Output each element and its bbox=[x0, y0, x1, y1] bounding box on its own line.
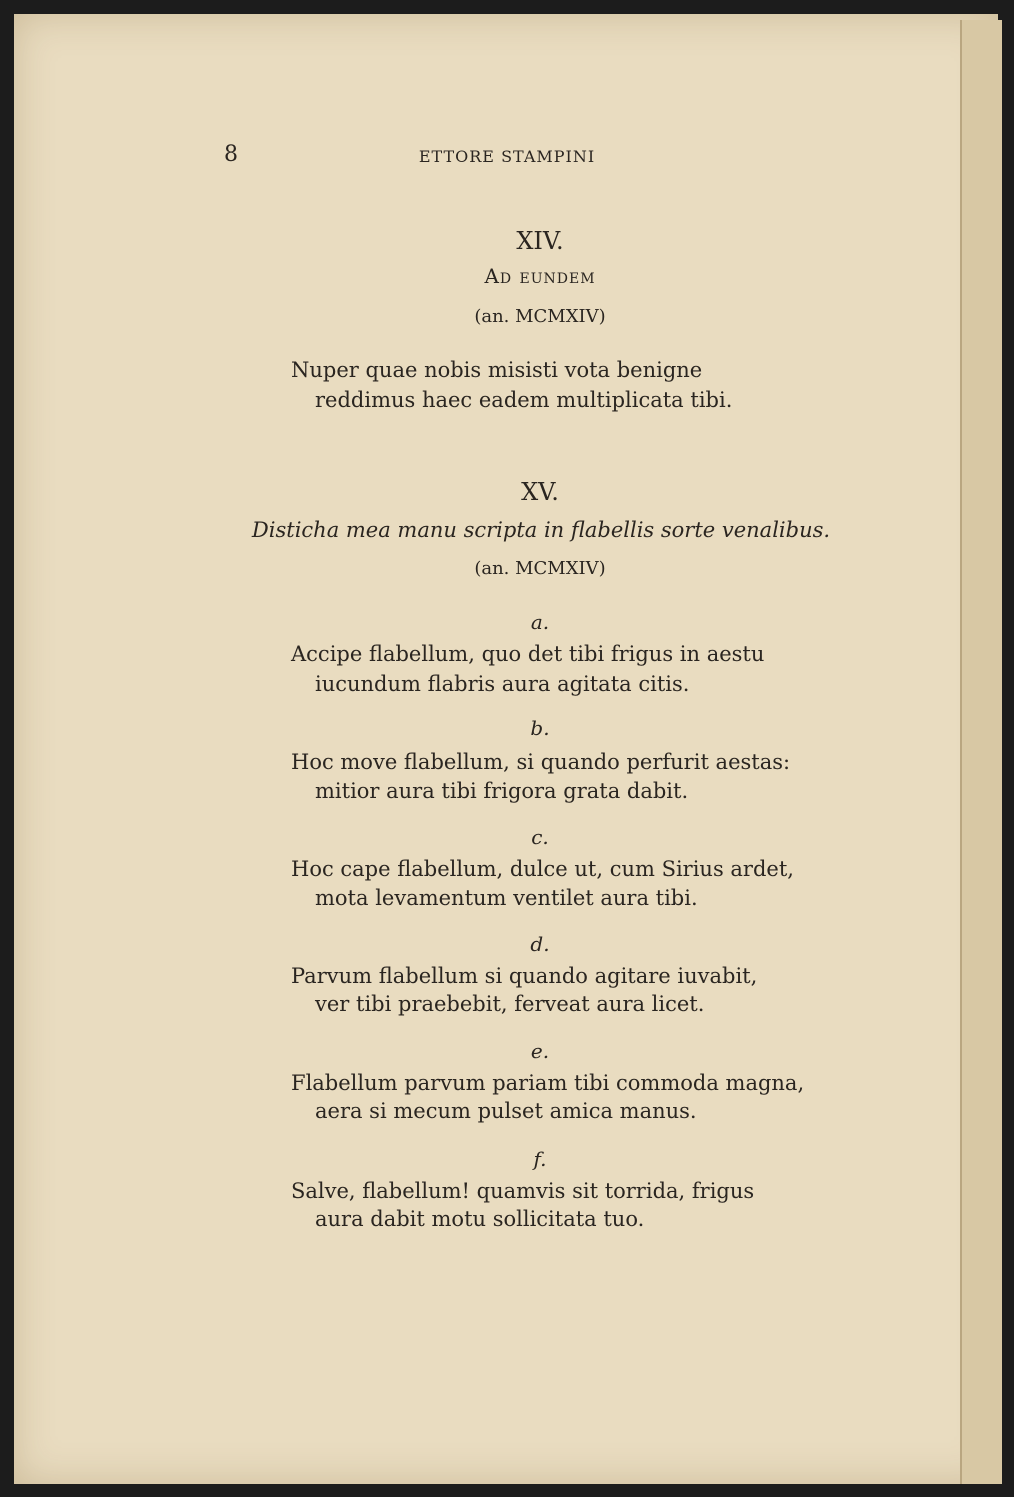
verse-line: aera si mecum pulset amica manus. bbox=[315, 1099, 697, 1123]
verse-line: mota levamentum ventilet aura tibi. bbox=[315, 886, 698, 910]
section-letter: c. bbox=[531, 825, 549, 849]
verse-line: mitior aura tibi frigora grata dabit. bbox=[315, 779, 689, 803]
verse-line: aura dabit motu sollicitata tuo. bbox=[315, 1207, 645, 1231]
verse-line: Flabellum parvum pariam tibi commoda magna, bbox=[291, 1071, 805, 1095]
verse-line: Salve, flabellum! quamvis sit torrida, frigus bbox=[291, 1179, 755, 1203]
page-number: 8 bbox=[224, 142, 238, 167]
verse-line: iucundum flabris aura agitata citis. bbox=[315, 672, 690, 696]
poem-numeral: XV. bbox=[521, 478, 559, 506]
running-title: ETTORE STAMPINI bbox=[418, 147, 596, 166]
verse-line: Hoc move flabellum, si quando perfurit aestas: bbox=[291, 750, 791, 774]
poem-title: Ad eundem bbox=[484, 264, 596, 288]
section-letter: b. bbox=[530, 716, 550, 740]
verse-line: Nuper quae nobis misisti vota benigne bbox=[291, 358, 703, 382]
verse-line: Parvum flabellum si quando agitare iuvabit, bbox=[291, 964, 758, 988]
poem-title: Disticha mea manu scripta in flabellis sorte venalibus. bbox=[251, 518, 831, 542]
section-letter: e. bbox=[530, 1039, 550, 1063]
verse-line: Hoc cape flabellum, dulce ut, cum Sirius ardet, bbox=[291, 857, 794, 881]
section-letter: d. bbox=[530, 932, 550, 956]
verse-line: ver tibi praebebit, ferveat aura licet. bbox=[315, 992, 705, 1016]
section-letter: f. bbox=[533, 1147, 547, 1171]
verse-line: reddimus haec eadem multiplicata tibi. bbox=[315, 388, 733, 412]
poem-date: (an. MCMXIV) bbox=[474, 306, 606, 327]
section-letter: a. bbox=[530, 610, 550, 634]
poem-numeral: XIV. bbox=[516, 227, 564, 255]
verse-line: Accipe flabellum, quo det tibi frigus in aestu bbox=[291, 642, 765, 666]
poem-date: (an. MCMXIV) bbox=[474, 558, 606, 579]
